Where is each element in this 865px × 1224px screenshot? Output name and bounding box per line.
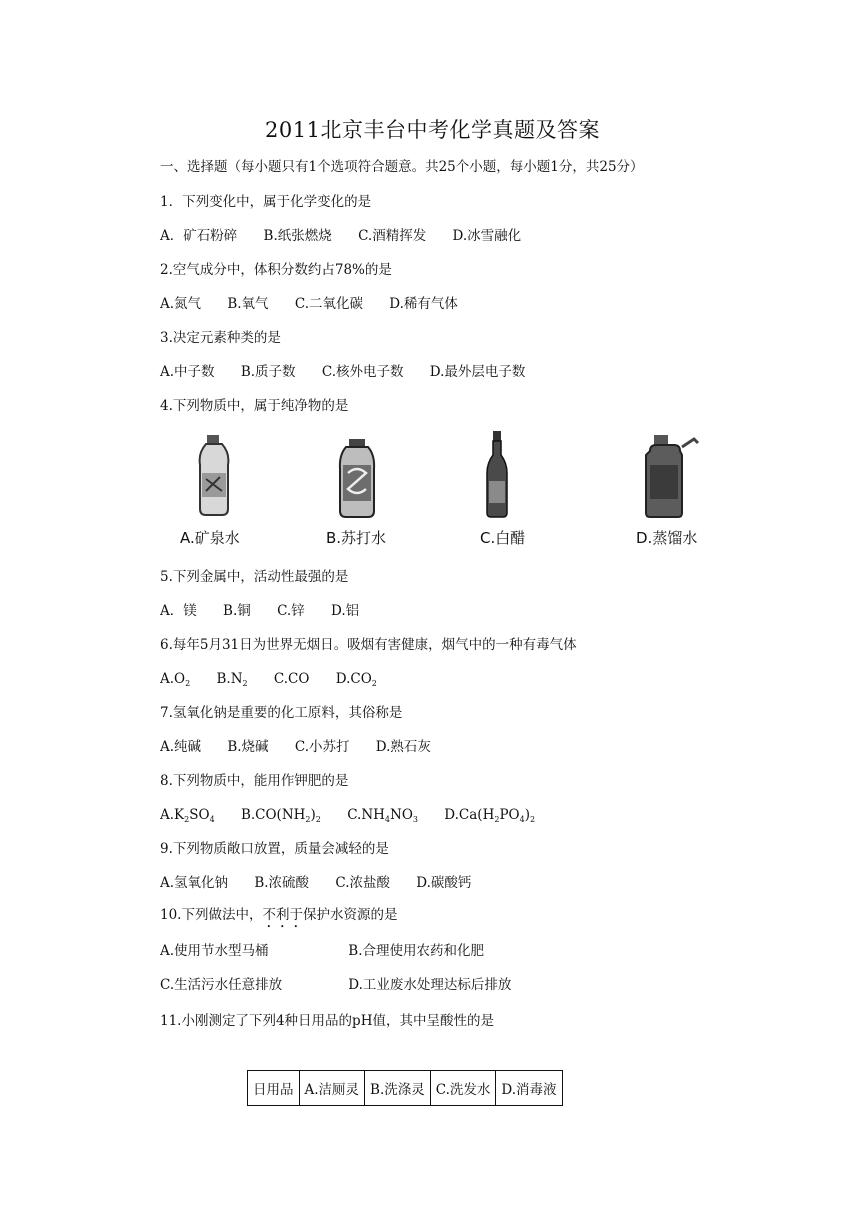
table-cell: D.消毒液 [496, 1071, 562, 1106]
subscript: 2 [184, 815, 190, 824]
option: A.氮气 [160, 296, 202, 312]
option: C.小苏打 [294, 739, 350, 755]
question-7-options [160, 738, 431, 756]
option [241, 806, 321, 824]
section-heading: 一、选择题（每小题只有1个选项符合题意。共25个小题，每小题1分，共25分） [160, 159, 644, 175]
option: A.中子数 [160, 364, 215, 380]
option: A.使用节水型马桶 [160, 943, 269, 959]
bottles-figure [170, 425, 730, 555]
subscript: 3 [412, 815, 418, 824]
option: A．矿石粉碎 [160, 228, 238, 244]
question-2-stem: 2.空气成分中，体积分数约占78%的是 [160, 262, 392, 278]
option: D.最外层电子数 [429, 364, 526, 380]
question-1-stem: 1．下列变化中，属于化学变化的是 [160, 194, 372, 210]
option [217, 670, 248, 688]
formula-part: B.CO(NH [240, 807, 306, 823]
table-row [248, 1071, 563, 1106]
table-cell: B.洗涤灵 [365, 1071, 431, 1106]
option: B.氧气 [227, 296, 269, 312]
table-cell: 日用品 [248, 1071, 300, 1106]
question-11-stem: 11.小刚测定了下列4种日用品的pH值，其中呈酸性的是 [160, 1013, 494, 1029]
question-1-options [160, 227, 521, 245]
subscript: 2 [305, 815, 311, 824]
question-8-options [160, 806, 535, 824]
option: B.合理使用农药和化肥 [348, 943, 485, 959]
option: C.酒精挥发 [358, 228, 427, 244]
formula-part: PO [499, 807, 520, 823]
option [160, 670, 190, 688]
formula-part: SO [189, 807, 210, 823]
question-9-stem: 9.下列物质敞口放置，质量会减轻的是 [160, 841, 389, 857]
option [347, 806, 418, 824]
subscript: 4 [209, 815, 215, 824]
subscript: 2 [242, 679, 248, 688]
option: D.稀有气体 [389, 296, 458, 312]
option: C.二氧化碳 [294, 296, 363, 312]
option: D.冰雪融化 [452, 228, 522, 244]
soda-water-bottle-image [334, 425, 380, 521]
ph-table [247, 1070, 563, 1106]
option [336, 670, 377, 688]
subscript: 4 [384, 815, 391, 824]
bottle-label-c: C.白醋 [480, 529, 526, 547]
formula-part: ) [310, 807, 316, 823]
formula-part: D.Ca(H [444, 807, 495, 823]
option [160, 806, 215, 824]
question-3-stem: 3.决定元素种类的是 [160, 330, 281, 346]
question-3-options [160, 363, 525, 381]
question-6-stem: 6.每年5月31日为世界无烟日。吸烟有害健康，烟气中的一种有毒气体 [160, 637, 577, 653]
question-10-options-row-2 [160, 976, 511, 994]
option: C.核外电子数 [321, 364, 404, 380]
question-9-options [160, 874, 471, 892]
subscript: 2 [315, 815, 321, 824]
emphasized-text: 不利于 [262, 907, 303, 923]
question-10-options-row-1 [160, 942, 484, 960]
question-5-options [160, 602, 359, 620]
subscript: 2 [185, 679, 191, 688]
option: B.浓硫酸 [254, 875, 310, 891]
bottle-label-a: A.矿泉水 [180, 529, 240, 547]
question-10-stem [160, 906, 397, 931]
option: C.生活污水任意排放 [160, 977, 283, 993]
vinegar-bottle-image [482, 425, 512, 521]
option: C.浓盐酸 [335, 875, 390, 891]
option-text: D.CO [335, 671, 372, 687]
option: D.铝 [331, 603, 360, 619]
option: C.锌 [277, 603, 305, 619]
question-8-stem: 8.下列物质中，能用作钾肥的是 [160, 773, 349, 789]
option-text: C.CO [273, 671, 310, 687]
formula-part: ) [524, 807, 530, 823]
option: B.纸张燃烧 [263, 228, 332, 244]
question-5-stem: 5.下列金属中，活动性最强的是 [160, 569, 349, 585]
option: A．镁 [160, 603, 197, 619]
mineral-water-bottle-image [192, 425, 236, 521]
subscript: 2 [494, 815, 500, 824]
option-text: B.N [216, 671, 243, 687]
subscript: 4 [519, 815, 525, 824]
stem-text: 保护水资源的是 [302, 907, 398, 923]
option: B.质子数 [240, 364, 296, 380]
stem-text: 10.下列做法中， [160, 907, 263, 923]
page-title: 2011北京丰台中考化学真题及答案 [265, 118, 600, 142]
option: D.熟石灰 [375, 739, 431, 755]
table-cell: A.洁厕灵 [299, 1071, 365, 1106]
option [444, 806, 535, 824]
bottle-label-b: B.苏打水 [326, 529, 387, 547]
option: A.氢氧化钠 [160, 875, 229, 891]
formula-part: NO [390, 807, 413, 823]
formula-part: C.NH [347, 807, 385, 823]
option: B.烧碱 [227, 739, 269, 755]
option: D.工业废水处理达标后排放 [348, 977, 512, 993]
option: A.纯碱 [160, 739, 202, 755]
question-7-stem: 7.氢氧化钠是重要的化工原料，其俗称是 [160, 705, 403, 721]
question-6-options [160, 670, 377, 688]
subscript: 2 [529, 815, 536, 824]
table-cell: C.洗发水 [430, 1071, 496, 1106]
distilled-water-bottle-image [642, 425, 702, 521]
option [274, 670, 310, 688]
option-text: A.O [160, 671, 186, 687]
question-4-stem: 4.下列物质中，属于纯净物的是 [160, 398, 349, 414]
question-2-options [160, 295, 458, 313]
formula-part: A.K [160, 807, 185, 823]
option: D.碳酸钙 [416, 875, 472, 891]
subscript: 2 [371, 679, 377, 688]
bottle-label-d: D.蒸馏水 [636, 529, 698, 547]
option: B.铜 [223, 603, 251, 619]
